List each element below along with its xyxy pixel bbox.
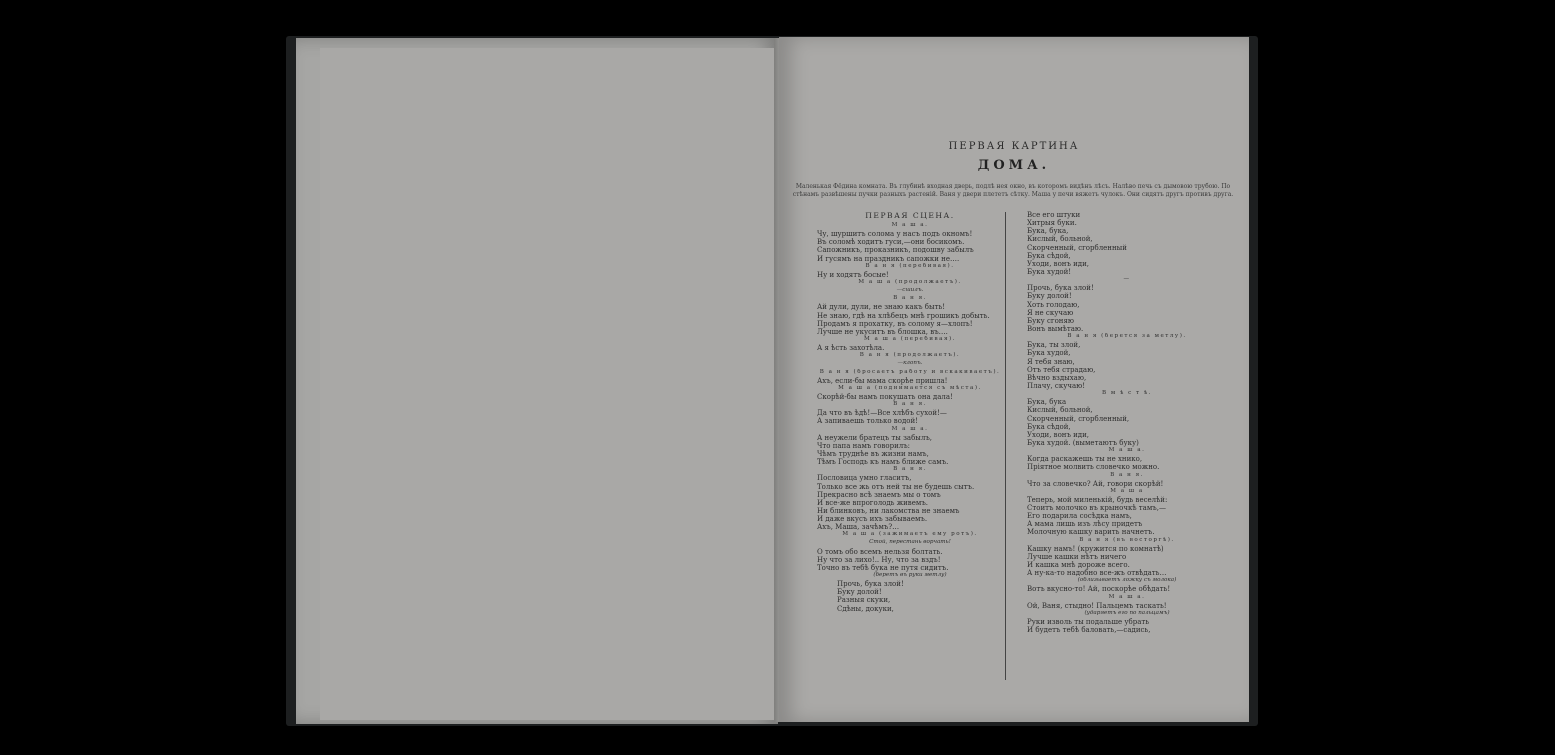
left-line: Тѣмъ Господь къ намъ ближе самъ. bbox=[817, 458, 949, 467]
left-line: Ни блинковъ, ни лакомства не знаемъ bbox=[817, 506, 960, 515]
left-line: В а н я. bbox=[893, 466, 927, 473]
left-line: И все-же впроголодь живемъ. bbox=[817, 498, 929, 507]
left-line: И даже вкусъ ихъ забываемъ. bbox=[817, 515, 928, 524]
left-line: Пословица умно гласитъ, bbox=[817, 474, 912, 483]
right-line: Ой, Ваня, стыдно! Пальцемъ таскать! bbox=[1027, 601, 1167, 610]
right-line: Кислый, больной, bbox=[1027, 235, 1093, 244]
left-line: М а ш а (перебивая). bbox=[864, 335, 956, 342]
left-line: А неужели братецъ ты забылъ, bbox=[817, 433, 933, 442]
right-line: Бука, бука, bbox=[1027, 227, 1069, 236]
left-line: Стой, перестань ворчать! bbox=[869, 539, 951, 546]
text-column-left bbox=[817, 211, 1003, 613]
right-line: В а н я (въ восторгѣ). bbox=[1079, 536, 1175, 543]
left-line: Продамъ я прохатку, въ солому я—хлопъ! bbox=[817, 319, 973, 328]
right-line: Руки изволь ты подальше убрать bbox=[1027, 618, 1150, 627]
left-line: Что папа намъ говорилъ: bbox=[817, 441, 911, 450]
left-line: Прочь, бука злой! bbox=[837, 580, 904, 589]
right-line: Хоть голодаю, bbox=[1027, 300, 1080, 309]
right-line: И кашка мнѣ дороже всего. bbox=[1027, 561, 1130, 570]
right-line: В м ѣ с т ѣ. bbox=[1101, 390, 1153, 397]
right-line: М а ш а bbox=[1110, 487, 1144, 494]
left-line: Не знаю, гдѣ на хлѣбецъ мнѣ грошикъ добыть. bbox=[817, 311, 990, 320]
left-line: Ну что за лихо!.. Ну, что за вздъ! bbox=[817, 555, 941, 564]
left-line: Разныя скуки, bbox=[837, 596, 891, 605]
stage-direction-intro: Маленькая Фёдина комната. Въ глубинѣ входная дверь, подлѣ нея окно, въ которомъ видѣнъ лѣсъ. Налѣво печь съ дымовою трубою. По стѣнамъ развѣшены пучки разныхъ растеній. Ваня у двери плететъ сѣтку. Маша у печи вяжетъ чулокъ. Они сидятъ другъ противъ друга. bbox=[792, 183, 1234, 198]
right-line: В а н я. bbox=[1110, 471, 1144, 478]
left-line: (беретъ въ руки метлу) bbox=[873, 572, 947, 579]
text-column-right bbox=[1027, 211, 1227, 634]
right-line: Кашку намъ! (кружится по комнатѣ) bbox=[1027, 544, 1164, 553]
right-line: Когда раскажешь ты не хнико, bbox=[1027, 455, 1143, 464]
left-line: М а ш а (продолжаетъ). bbox=[858, 278, 962, 285]
left-line: Только все жь отъ ней ты не будешь сытъ. bbox=[817, 482, 975, 491]
left-line: А я ѣсть захотѣла. bbox=[817, 344, 885, 353]
left-line: Да что въ ѣдѣ!—Все хлѣбъ сухой!— bbox=[817, 409, 947, 418]
left-line: И гусямъ на праздникъ сапожки не…. bbox=[817, 254, 960, 263]
left-line: М а ш а (поднимается съ мѣста). bbox=[838, 384, 982, 391]
right-line: В а н я (берется за метлу). bbox=[1067, 333, 1187, 340]
right-page bbox=[779, 37, 1249, 722]
left-line: —клопъ. bbox=[897, 360, 923, 367]
right-line: Отъ тебя страдаю, bbox=[1027, 365, 1096, 374]
right-line: Вѣчно вздыхаю, bbox=[1027, 373, 1087, 382]
right-line: Бука сѣдой, bbox=[1027, 422, 1071, 431]
right-line: Пріятное молвить словечко можно. bbox=[1027, 463, 1160, 472]
right-line: Бука худой! bbox=[1027, 267, 1072, 276]
right-line: Стоитъ молочко въ крыночкѣ тамъ,— bbox=[1027, 504, 1166, 513]
right-line: Вонъ вымѣтаю. bbox=[1027, 324, 1084, 333]
left-line: В а н я (бросаетъ работу и вскакиваетъ). bbox=[819, 368, 1001, 375]
left-line: —сшилъ. bbox=[896, 287, 924, 294]
right-line: (ударяетъ его по пальцамъ) bbox=[1084, 609, 1170, 616]
right-line: Скорченный, сгорбленный, bbox=[1027, 414, 1130, 423]
left-line: О томъ обо всемъ нельзя болтать. bbox=[817, 547, 943, 556]
left-line: Скорѣй-бы намъ покушать она дала! bbox=[817, 392, 953, 401]
right-line: Уходи, вонъ иди, bbox=[1027, 430, 1090, 439]
column-divider bbox=[1005, 212, 1006, 680]
right-line: Прочь, бука злой! bbox=[1027, 284, 1094, 293]
right-line: — bbox=[1123, 276, 1131, 283]
left-line: В а н я. bbox=[893, 401, 927, 408]
left-line: Ахъ, если-бы мама скорѣе пришла! bbox=[817, 376, 948, 385]
left-line: Точно въ тебѣ бука не путя сидитъ. bbox=[817, 563, 949, 572]
right-line: Бука худой. (выметаютъ буку) bbox=[1027, 438, 1139, 447]
left-line: Сдѣны, докуки, bbox=[837, 604, 894, 613]
right-line: Молочную кашку варить начнетъ. bbox=[1027, 528, 1155, 537]
right-line: Бука, бука bbox=[1027, 398, 1067, 407]
right-line: Бука сѣдой, bbox=[1027, 251, 1071, 260]
left-line: Ай дули, дули, не знаю какъ быть! bbox=[817, 303, 946, 312]
right-line: Буку сгоняю bbox=[1027, 316, 1074, 325]
left-line: Ахъ, Маша, зачѣмъ?… bbox=[817, 523, 900, 532]
right-line: Бука, ты злой, bbox=[1027, 341, 1081, 350]
right-line: Бука худой, bbox=[1027, 349, 1071, 358]
right-line: Вотъ вкусно-то! Ай, поскорѣе обѣдать! bbox=[1027, 585, 1171, 594]
right-line: Я тебя знаю, bbox=[1027, 357, 1075, 366]
right-line: Хитрыя буки. bbox=[1027, 219, 1077, 228]
left-line: В а н я (перебивая). bbox=[865, 262, 955, 269]
right-line: Что за словечко? Ай, говори скорѣй! bbox=[1027, 479, 1164, 488]
left-line: Чѣмъ труднѣе въ жизни намъ, bbox=[817, 449, 929, 458]
right-line: Уходи, вонъ иди, bbox=[1027, 259, 1090, 268]
right-line: Теперь, мой миленькій, будь веселѣй: bbox=[1027, 495, 1168, 504]
right-line: А ну-ка-то надобно все-жъ отвѣдать… bbox=[1027, 569, 1167, 578]
scene-title-big: ДОМА. bbox=[977, 158, 1051, 173]
right-line: Буку долой! bbox=[1027, 292, 1072, 301]
left-line: М а ш а. bbox=[891, 425, 929, 432]
left-line: Ну и ходятъ босые! bbox=[817, 270, 889, 279]
right-line: А мама лишь изъ лѣсу придетъ bbox=[1027, 520, 1143, 529]
left-page-blank bbox=[296, 38, 778, 724]
right-line: Его подарила сосѣдка намъ, bbox=[1027, 512, 1132, 521]
scene-title-small: ПЕРВАЯ КАРТИНА bbox=[948, 141, 1080, 152]
right-line: Плачу, скучаю! bbox=[1027, 381, 1086, 390]
right-line: Я не скучаю bbox=[1027, 308, 1074, 317]
right-line: Все его штуки bbox=[1027, 211, 1081, 219]
left-line: Сапожникъ, проказникъ, подошву забылъ bbox=[817, 246, 974, 255]
left-line: А запиваешь только водой! bbox=[817, 417, 918, 426]
left-line: М а ш а. bbox=[891, 222, 929, 228]
left-line: Въ соломѣ ходитъ гуси,—они босикомъ. bbox=[817, 238, 965, 247]
right-line: М а ш а. bbox=[1108, 447, 1146, 454]
left-line: Прекрасно всѣ знаемъ мы о томъ bbox=[817, 490, 941, 499]
left-line: ПЕРВАЯ СЦЕНА. bbox=[865, 211, 955, 220]
left-line: В а н я. bbox=[893, 295, 927, 302]
right-line: Скорченный, сгорбленный bbox=[1027, 243, 1127, 252]
left-line: М а ш а (зажимаетъ ему ротъ). bbox=[842, 531, 978, 538]
right-line: И будетъ тебѣ баловать,—садись, bbox=[1027, 626, 1151, 635]
left-line: Чу, шуршитъ солома у насъ подъ окномъ! bbox=[817, 230, 973, 239]
right-line: Лучше кашки нѣтъ ничего bbox=[1027, 552, 1127, 561]
left-line: Лучше не укуситъ въ блошка, въ…. bbox=[817, 327, 948, 336]
right-line: М а ш а. bbox=[1108, 593, 1146, 600]
left-line: В а н я (продолжаетъ). bbox=[859, 352, 961, 359]
left-page-paper bbox=[320, 48, 778, 720]
right-line: Кислый, больной, bbox=[1027, 406, 1093, 415]
left-line: Буку долой! bbox=[837, 588, 882, 597]
right-line: (облизываетъ ложку съ молока) bbox=[1077, 577, 1177, 584]
